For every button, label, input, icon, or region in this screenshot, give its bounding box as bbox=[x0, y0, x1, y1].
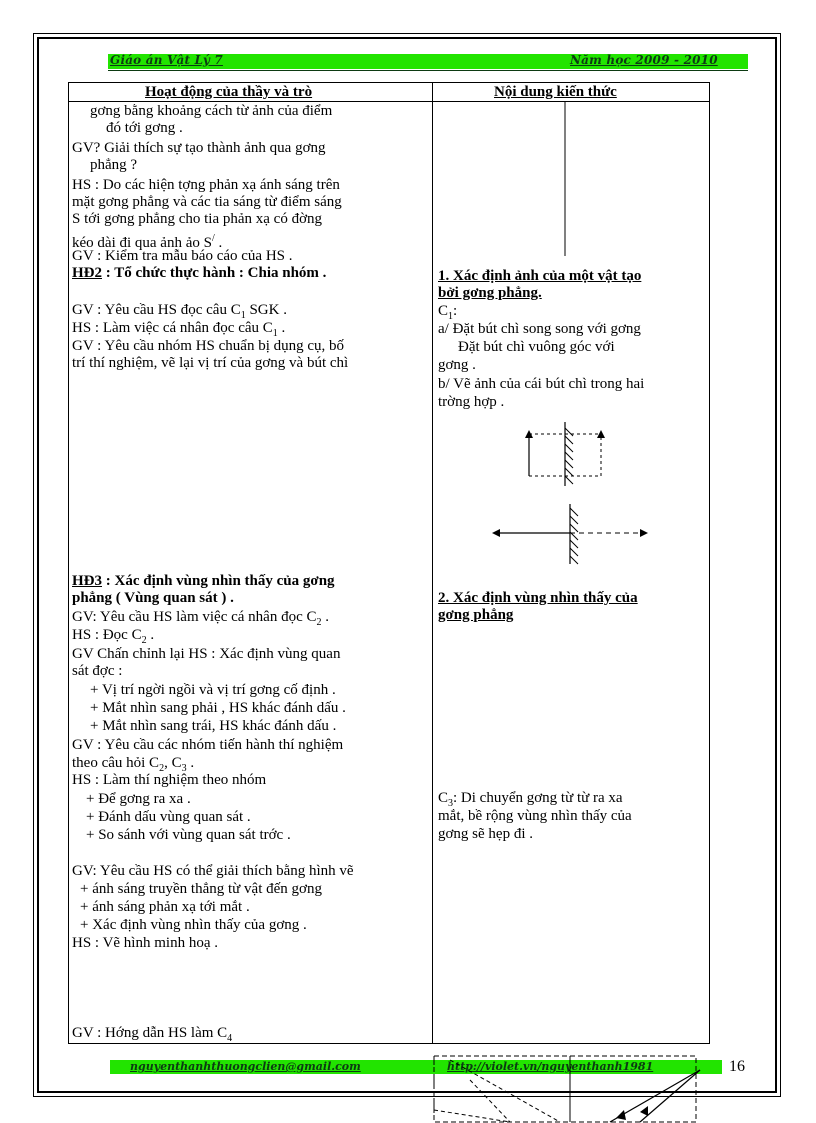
left-column-header: Hoạt động của thầy và trò bbox=[145, 84, 313, 100]
text-line: HS : Đọc $C_2$ . bbox=[72, 627, 155, 646]
text-line: đó tới gơng . bbox=[106, 120, 183, 136]
text-line: kéo dài đi qua ảnh ảo S/ . bbox=[72, 233, 223, 251]
header-title: Giáo án Vật Lý 7 bbox=[110, 53, 223, 67]
text-line: trí thí nghiệm, vẽ lại vị trí của gơng và bút chì bbox=[72, 355, 349, 371]
footer-email: nguyenthanhthuongclien@gmail.com bbox=[130, 1060, 361, 1073]
text-line: HS : Làm thí nghiệm theo nhóm bbox=[72, 772, 267, 788]
header-underline bbox=[108, 70, 748, 71]
text-line: HS : Vẽ hình minh hoạ . bbox=[72, 935, 218, 951]
text-line: HS : Do các hiện tợng phản xạ ánh sáng trên bbox=[72, 177, 340, 193]
text-line: gơng bằng khoảng cách từ ảnh của điểm bbox=[90, 103, 333, 119]
header-year: Năm học 2009 - 2010 bbox=[570, 53, 718, 67]
text-line: GV? Giải thích sự tạo thành ảnh qua gơng bbox=[72, 140, 326, 156]
text-line: b/ Vẽ ảnh của cái bút chì trong hai bbox=[438, 376, 645, 392]
activity-heading-hd2: HĐ2 : Tổ chức thực hành : Chia nhóm . bbox=[72, 265, 327, 281]
right-column-header: Nội dung kiến thức bbox=[494, 84, 617, 100]
text-line: trờng hợp . bbox=[438, 394, 505, 410]
column-empty-marker-line bbox=[560, 101, 570, 261]
section-heading-1-line2: bởi gơng phẳng. bbox=[438, 285, 542, 301]
text-line: + ánh sáng phản xạ tới mắt . bbox=[80, 899, 250, 915]
text-line: sát đợc : bbox=[72, 663, 123, 679]
text-line: phẳng ? bbox=[90, 157, 138, 173]
text-line: theo câu hỏi $C_2$, $C_3$ . bbox=[72, 755, 195, 774]
text-line: Đặt bút chì vuông góc với bbox=[458, 339, 615, 355]
text-line: + ánh sáng truyền thẳng từ vật đến gơng bbox=[80, 881, 322, 897]
text-line: S tới gơng phẳng cho tia phản xạ có đờng bbox=[72, 211, 323, 227]
text-line: $C_3$: Di chuyển gơng từ từ ra xa bbox=[438, 790, 623, 809]
table-header-divider bbox=[68, 101, 710, 102]
footer-website: http://violet.vn/nguyenthanh1981 bbox=[447, 1060, 654, 1073]
section-heading-2: 2. Xác định vùng nhìn thấy của bbox=[438, 590, 638, 606]
text-line: GV: Yêu cầu HS có thể giải thích bằng hình vẽ bbox=[72, 863, 354, 879]
text-line: + Đánh dấu vùng quan sát . bbox=[86, 809, 251, 825]
text-line: + So sánh với vùng quan sát trớc . bbox=[86, 827, 291, 843]
section-heading-1: 1. Xác định ảnh của một vật tạo bbox=[438, 268, 642, 284]
text-line: a/ Đặt bút chì song song với gơng bbox=[438, 321, 641, 337]
text-line: + Để gơng ra xa . bbox=[86, 791, 191, 807]
text-line: mặt gơng phẳng và các tia sáng từ điểm sáng bbox=[72, 194, 342, 210]
text-line: HS : Làm việc cá nhân đọc câu $C_1$ . bbox=[72, 320, 286, 339]
text-line: GV: Yêu cầu HS làm việc cá nhân đọc $C_2$ . bbox=[72, 609, 330, 628]
text-line: GV : Yêu cầu các nhóm tiến hành thí nghiệm bbox=[72, 737, 344, 753]
text-line: GV : Yêu cầu nhóm HS chuẩn bị dụng cụ, bố bbox=[72, 338, 345, 354]
mirror-diagram-parallel bbox=[515, 420, 610, 490]
text-line: gơng sẽ hẹp đi . bbox=[438, 826, 534, 842]
vision-zone-diagram bbox=[430, 1040, 720, 1123]
text-line: GV : Kiểm tra mẫu báo cáo của HS . bbox=[72, 248, 293, 264]
text-line: + Mắt nhìn sang phải , HS khác đánh dấu . bbox=[90, 700, 346, 716]
text-line: GV : Hớng dẫn HS làm $C_4$ bbox=[72, 1025, 233, 1044]
text-line: + Mắt nhìn sang trái, HS khác đánh dấu . bbox=[90, 718, 337, 734]
text-line: GV : Yêu cầu HS đọc câu $C_1$ SGK . bbox=[72, 302, 287, 321]
column-divider bbox=[432, 82, 433, 1044]
section-heading-2-line2: gơng phẳng bbox=[438, 607, 514, 623]
text-line: + Vị trí ngời ngồi và vị trí gơng cố định . bbox=[90, 682, 336, 698]
activity-heading-hd3: HĐ3 : Xác định vùng nhìn thấy của gơng bbox=[72, 573, 335, 589]
text-line: $C_1$: bbox=[438, 303, 458, 322]
activity-heading-hd3-line2: phẳng ( Vùng quan sát ) . bbox=[72, 590, 234, 606]
text-line: GV Chấn chỉnh lại HS : Xác định vùng quan bbox=[72, 646, 341, 662]
mirror-diagram-perpendicular bbox=[488, 500, 653, 570]
text-line: gơng . bbox=[438, 357, 476, 373]
text-line: + Xác định vùng nhìn thấy của gơng . bbox=[80, 917, 307, 933]
text-line: mắt, bề rộng vùng nhìn thấy của bbox=[438, 808, 632, 824]
page-number: 16 bbox=[729, 1058, 745, 1075]
